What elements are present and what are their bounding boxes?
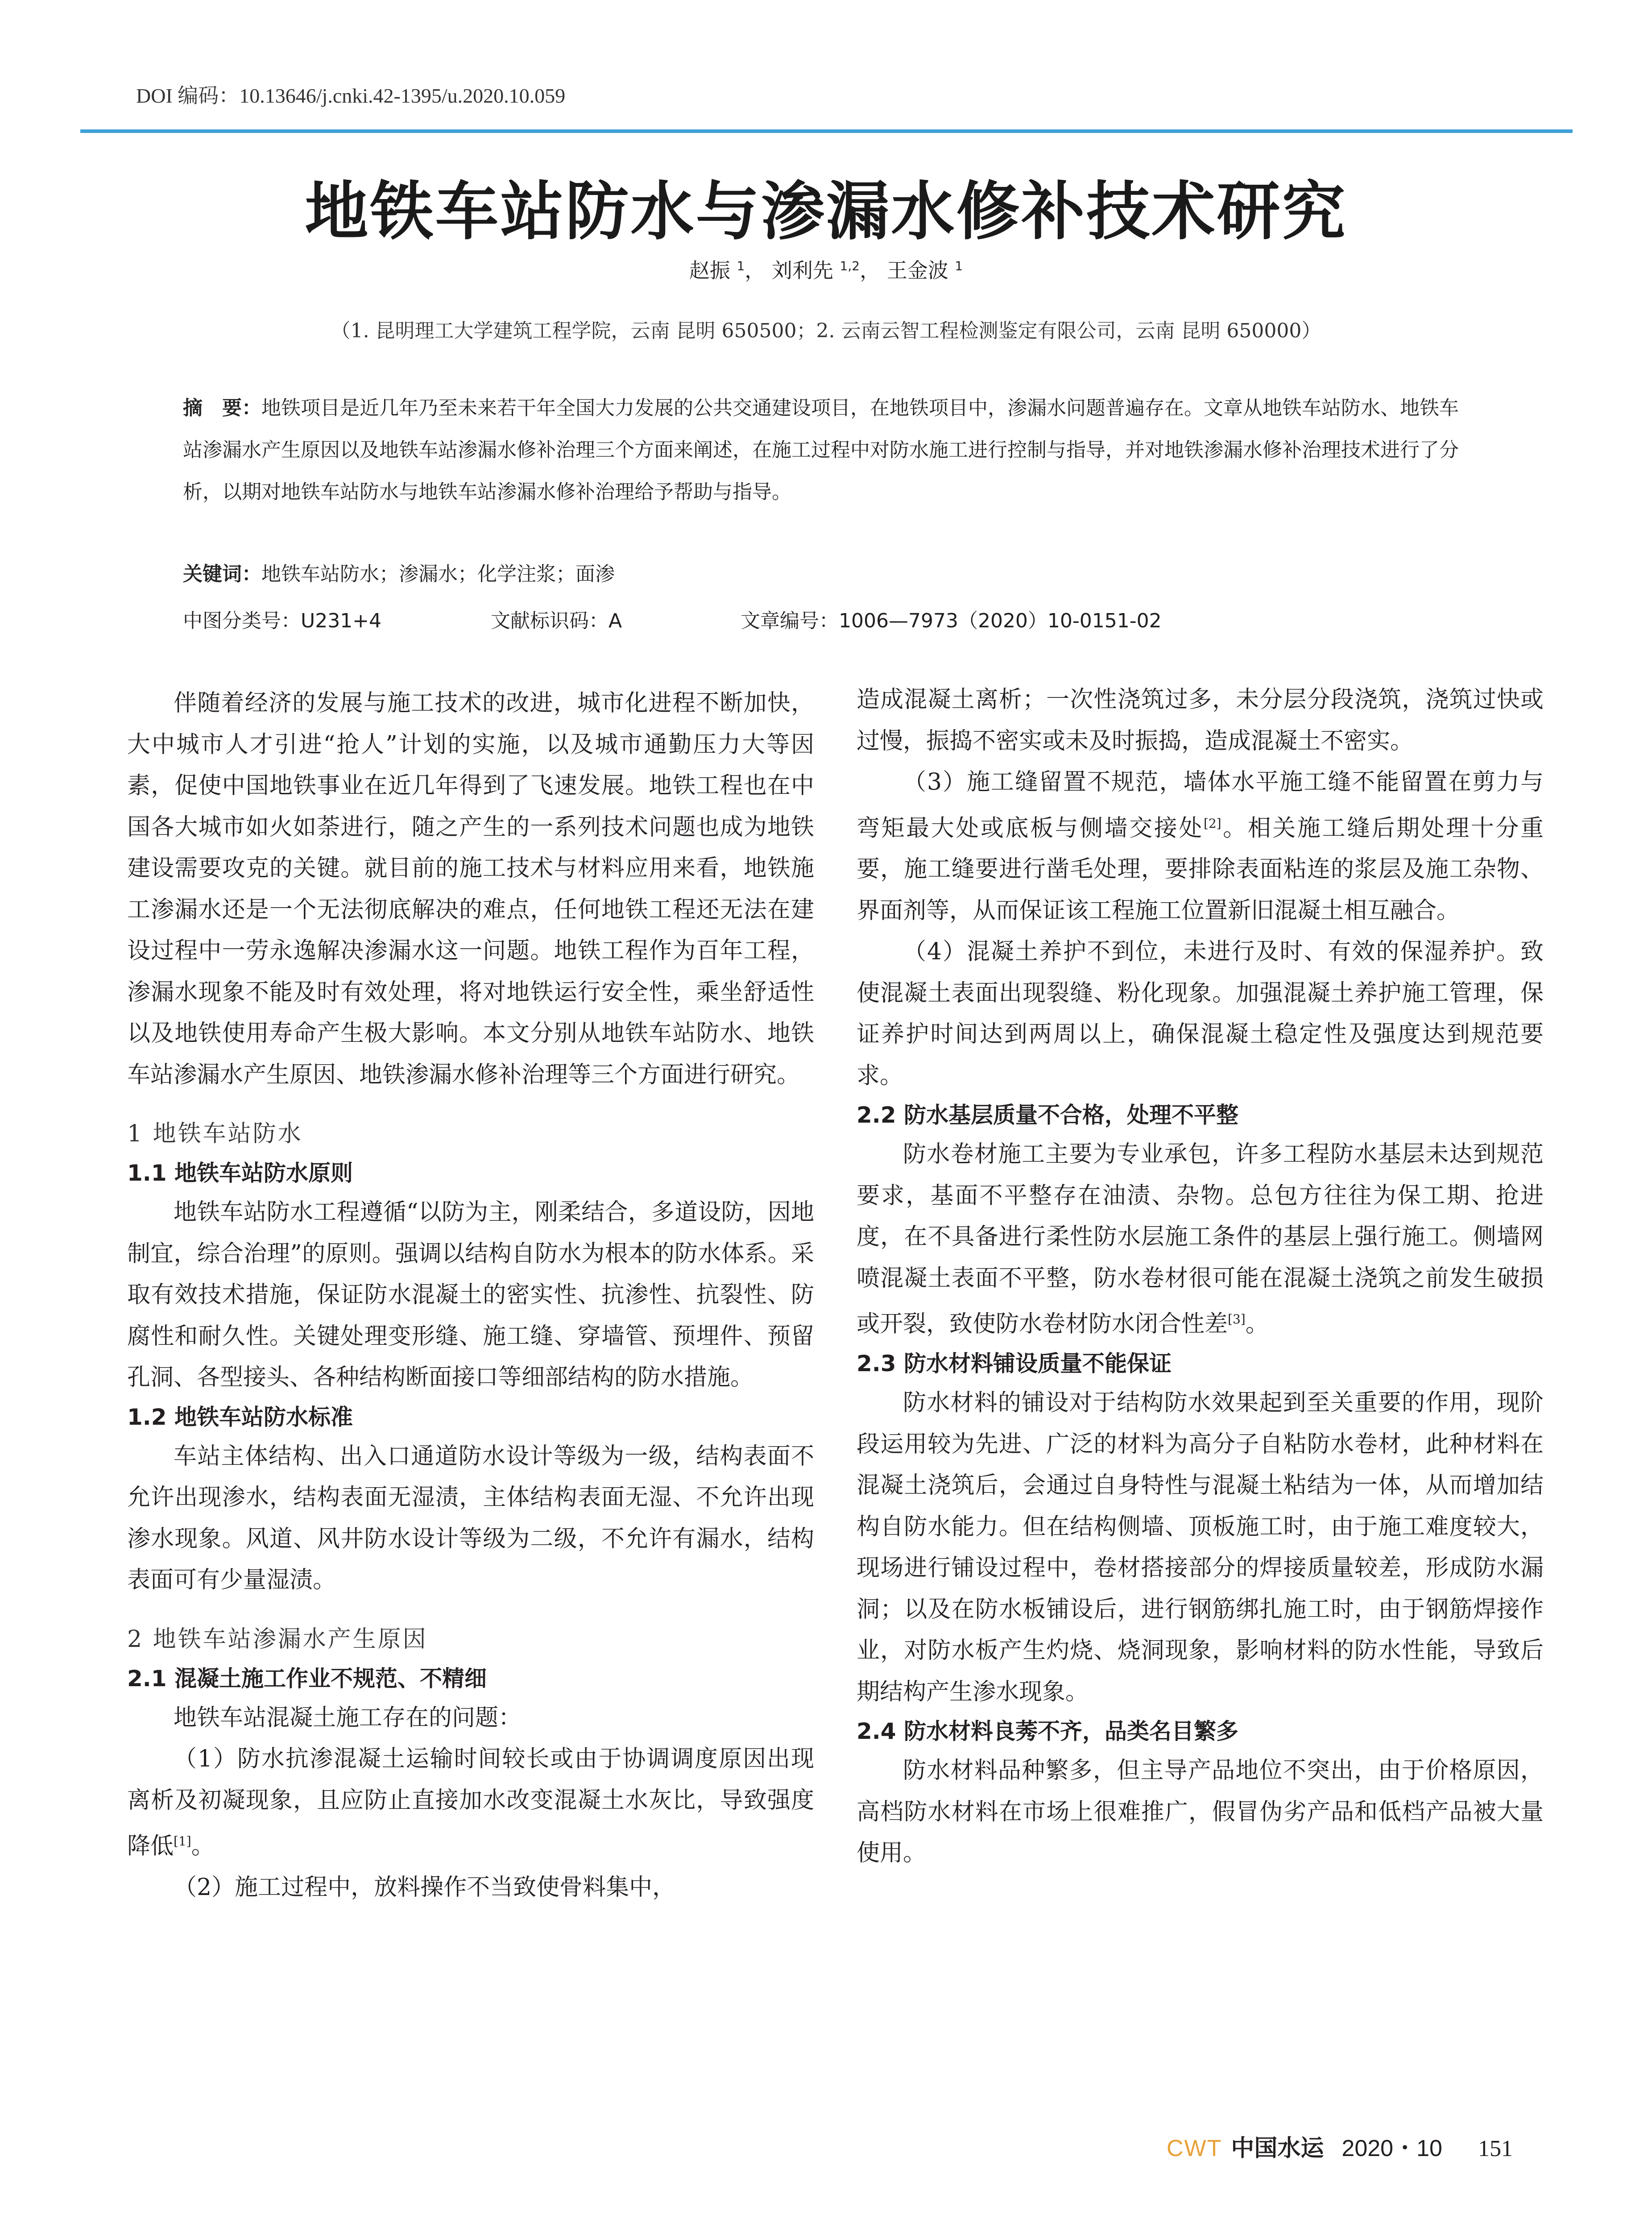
- body-paragraph: [127, 1738, 814, 1867]
- abstract-label: 摘 要：: [183, 397, 261, 419]
- body-paragraph: 地铁车站防水工程遵循“以防为主，刚柔结合，多道设防，因地制宜，综合治理”的原则。强调以结构自防水为根本的防水体系。采取有效技术措施，保证防水混凝土的密实性、抗渗性、抗裂性、防腐性和耐久性。关键处理变形缝、施工缝、穿墙管、预埋件、预留孔洞、各型接头、各种结构断面接口等细部结构的防水措施。: [127, 1199, 814, 1391]
- body-paragraph: 防水材料的铺设对于结构防水效果起到至关重要的作用，现阶段运用较为先进、广泛的材料为高分子自粘防水卷材，此种材料在混凝土浇筑后，会通过自身特性与混凝土粘结为一体，从而增加结构自防水能力。但在结构侧墙、顶板施工时，由于施工难度较大，现场进行铺设过程中，卷材搭接部分的焊接质量较差，形成防水漏洞；以及在防水板铺设后，进行钢筋绑扎施工时，由于钢筋焊接作业，对防水板产生灼烧、烧洞现象，影响材料的防水性能，导致后期结构产生渗水现象。: [857, 1389, 1544, 1705]
- subsection-heading: 1.2 地铁车站防水标准: [127, 1404, 353, 1430]
- page-number: 151: [1478, 2136, 1513, 2161]
- author-list: 赵振 $^1$， 刘利先 $^{1,2}$， 王金波 $^1$: [689, 258, 963, 282]
- body-paragraph: [857, 1134, 1544, 1345]
- page-footer: [1167, 2129, 1513, 2163]
- abstract: [183, 387, 1477, 513]
- subsection-heading: 2.3 防水材料铺设质量不能保证: [857, 1351, 1172, 1377]
- affiliation: （1. 昆明理工大学建筑工程学院，云南 昆明 650500；2. 云南云智工程检测鉴定有限公司，云南 昆明 650000）: [331, 319, 1321, 342]
- clc-number: 中图分类号：U231+4: [183, 610, 382, 632]
- author-affil-mark: 1: [737, 258, 745, 274]
- abstract-text: 地铁项目是近几年乃至未来若干年全国大力发展的公共交通建设项目，在地铁项目中，渗漏水问题普遍存在。文章从地铁车站防水、地铁车站渗漏水产生原因以及地铁车站渗漏水修补治理三个方面来阐述，在施工过程中对防水施工进行控制与指导，并对地铁渗漏水修补治理技术进行了分析，以期对地铁车站防水与地铁车站渗漏水修补治理给予帮助与指导。: [183, 397, 1459, 503]
- journal-logo-cwt: CWT: [1167, 2136, 1222, 2161]
- keywords: [183, 558, 1477, 586]
- journal-name: 中国水运: [1231, 2135, 1324, 2162]
- paragraph-text: 。: [1245, 1310, 1269, 1338]
- header-rule: [80, 129, 1573, 133]
- paragraph-text: 防水卷材施工主要为专业承包，许多工程防水基层未达到规范要求，基面不平整存在油渍、杂物。总包方往往为保工期、抢进度，在不具备进行柔性防水层施工条件的基层上强行施工。侧墙网喷混凝土表面不平整，防水卷材很可能在混凝土浇筑之前发生破损或开裂，致使防水卷材防水闭合性差: [857, 1141, 1544, 1338]
- paper-title: 地铁车站防水与渗漏水修补技术研究: [305, 174, 1347, 249]
- subsection-heading: 1.1 地铁车站防水原则: [127, 1160, 353, 1186]
- author-name: 王金波: [886, 258, 948, 282]
- subsection-heading: 2.1 混凝土施工作业不规范、不精细: [127, 1665, 487, 1692]
- intro-paragraph: 伴随着经济的发展与施工技术的改进，城市化进程不断加快，大中城市人才引进“抢人”计划的实施，以及城市通勤压力大等因素，促使中国地铁事业在近几年得到了飞速发展。地铁工程也在中国各大城市如火如荼进行，随之产生的一系列技术问题也成为地铁建设需要攻克的关键。就目前的施工技术与材料应用来看，地铁施工渗漏水还是一个无法彻底解决的难点，任何地铁工程还无法在建设过程中一劳永逸解决渗漏水这一问题。地铁工程作为百年工程，渗漏水现象不能及时有效处理，将对地铁运行安全性，乘坐舒适性以及地铁使用寿命产生极大影响。本文分别从地铁车站防水、地铁车站渗漏水产生原因、地铁渗漏水修补治理等三个方面进行研究。: [127, 690, 814, 1088]
- left-column: [127, 683, 814, 1908]
- right-column: [857, 679, 1544, 1874]
- section-heading: 1 地铁车站防水: [127, 1120, 303, 1147]
- body-paragraph: 防水材料品种繁多，但主导产品地位不突出，由于价格原因，高档防水材料在市场上很难推广，假冒伪劣产品和低档产品被大量使用。: [857, 1757, 1544, 1867]
- body-paragraph: 造成混凝土离析；一次性浇筑过多，未分层分段浇筑，浇筑过快或过慢，振捣不密实或未及时振捣，造成混凝土不密实。: [857, 686, 1544, 755]
- issue-number: 2020・10: [1341, 2136, 1442, 2161]
- article-number: 文章编号：1006—7973（2020）10-0151-02: [741, 610, 1162, 632]
- paragraph-text: 。相关施工缝后期处理十分重要，施工缝要进行凿毛处理，要排除表面粘连的浆层及施工杂物、界面剂等，从而保证该工程施工位置新旧混凝土相互融合。: [857, 814, 1544, 924]
- author-affil-mark: 1: [955, 258, 963, 274]
- body-paragraph: （4）混凝土养护不到位，未进行及时、有效的保湿养护。致使混凝土表面出现裂缝、粉化现象。加强混凝土养护施工管理，保证养护时间达到两周以上，确保混凝土稳定性及强度达到规范要求。: [857, 938, 1544, 1089]
- paragraph-text: （1）防水抗渗混凝土运输时间较长或由于协调调度原因出现离析及初凝现象，且应防止直接加水改变混凝土水灰比，导致强度降低: [127, 1746, 814, 1860]
- keywords-text: 地铁车站防水；渗漏水；化学注浆；面渗: [261, 563, 615, 585]
- subsection-heading: 2.2 防水基层质量不合格，处理不平整: [857, 1102, 1238, 1128]
- citation-ref[interactable]: [1]: [174, 1834, 191, 1849]
- body-paragraph: [857, 762, 1544, 931]
- section-heading: 2 地铁车站渗漏水产生原因: [127, 1626, 428, 1653]
- author-affil-mark: 1,2: [840, 258, 860, 274]
- body-paragraph: 地铁车站混凝土施工存在的问题：: [174, 1704, 522, 1731]
- subsection-heading: 2.4 防水材料良莠不齐，品类名目繁多: [857, 1718, 1238, 1745]
- citation-ref[interactable]: [2]: [1203, 816, 1221, 831]
- body-paragraph: 车站主体结构、出入口通道防水设计等级为一级，结构表面不允许出现渗水，结构表面无湿渍，主体结构表面无湿、不允许出现渗水现象。风道、风井防水设计等级为二级，不允许有漏水，结构表面可有少量湿渍。: [127, 1443, 814, 1593]
- author-name: 赵振: [689, 258, 730, 282]
- body-paragraph: （2）施工过程中，放料操作不当致使骨料集中，: [174, 1874, 676, 1901]
- document-code: 文献标识码：A: [491, 610, 622, 632]
- citation-ref[interactable]: [3]: [1228, 1312, 1246, 1327]
- classification-line: [183, 605, 1477, 633]
- keywords-label: 关键词：: [183, 563, 261, 585]
- author-name: 刘利先: [771, 258, 833, 282]
- paragraph-text: （3）施工缝留置不规范，墙体水平施工缝不能留置在剪力与弯矩最大处或底板与侧墙交接处: [857, 769, 1544, 842]
- doi-line: DOI 编码：10.13646/j.cnki.42-1395/u.2020.10.059: [136, 84, 566, 107]
- paragraph-text: 。: [191, 1833, 215, 1860]
